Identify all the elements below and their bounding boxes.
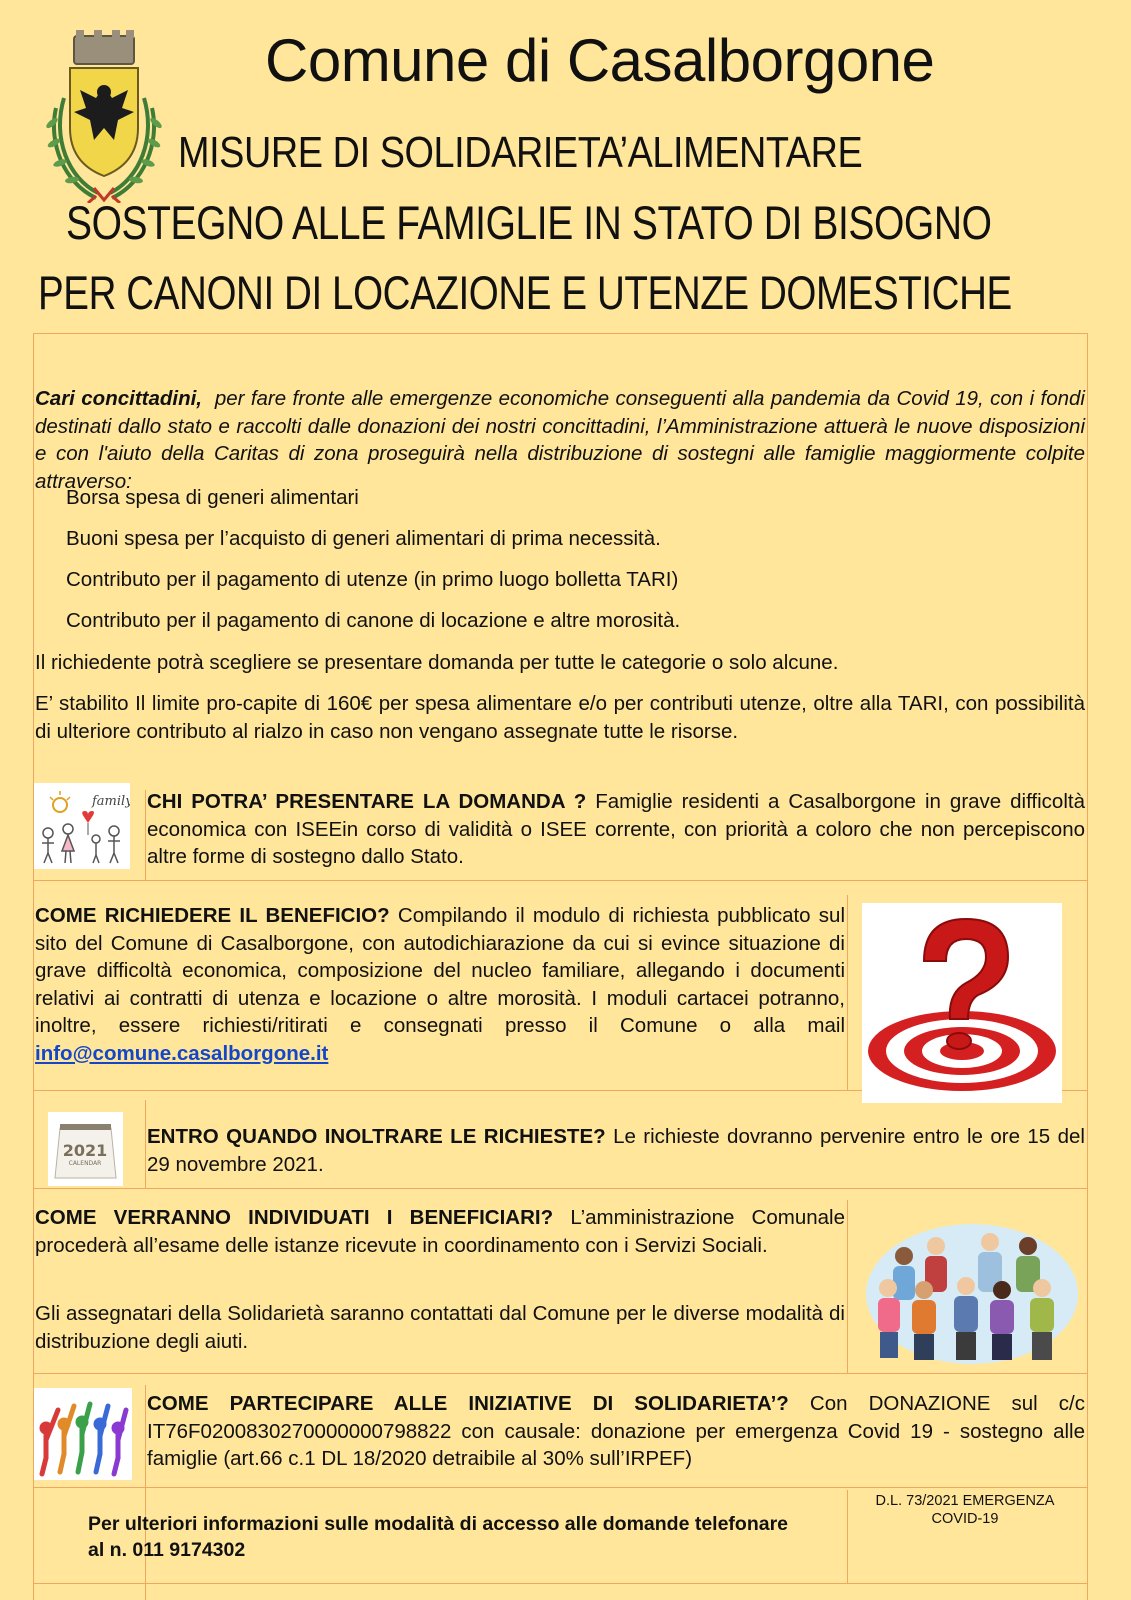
intro-paragraph <box>35 385 1085 495</box>
grid-line <box>145 1100 146 1188</box>
section-selection-heading: COME VERRANNO INDIVIDUATI I BENEFICIARI? <box>35 1206 554 1229</box>
footer-decree: D.L. 73/2021 EMERGENZA COVID-19 <box>875 1493 1055 1527</box>
list-item: Contributo per il pagamento di canone di locazione e altre morosità. <box>66 609 681 632</box>
section-when-text: Le richieste dovranno pervenire entro le ore 15 del 29 novembre 2021. <box>147 1125 1085 1176</box>
limit-note: E’ stabilito Il limite pro-capite di 160€ per spesa alimentare e/o per contributi utenze, oltre alla TARI, con possibilità di ulteriore contributo al rialzo in caso non vengano assegnate tutte le risorse. <box>35 692 1085 743</box>
section-how-heading: COME RICHIEDERE IL BENEFICIO? <box>35 904 390 927</box>
list-item: Buoni spesa per l’acquisto di generi alimentari di prima necessità. <box>66 527 661 550</box>
footer-info: Per ulteriori informazioni sulle modalità di accesso alle domande telefonare al n. 011 9174302 <box>88 1513 789 1561</box>
headline-line-1: MISURE DI SOLIDARIETA’ALIMENTARE <box>178 128 863 177</box>
question-target-image <box>862 903 1062 1103</box>
section-selection <box>35 1204 845 1259</box>
grid-line <box>847 1490 848 1583</box>
people-group-image <box>860 1216 1088 1366</box>
intro-greeting: Cari concittadini, <box>35 387 203 410</box>
coat-of-arms <box>34 28 174 203</box>
grid-line <box>33 1373 1088 1374</box>
list-item: Contributo per il pagamento di utenze (in primo luogo bolletta TARI) <box>66 568 679 591</box>
section-donate-heading: COME PARTECIPARE ALLE INIZIATIVE DI SOLIDARIETA’? <box>147 1392 789 1415</box>
section-donate-text: Con DONAZIONE sul c/c IT76F0200830270000000798822 con causale: donazione per emergenza Covid 19 - sostegno alle famiglie (art.66 c.1 DL 18/2020 detraibile al 30% sull’IRPEF) <box>147 1392 1085 1470</box>
grid-line <box>145 790 146 880</box>
intro-body: per fare fronte alle emergenze economiche conseguenti alla pandemia da Covid 19, con i fondi destinati dallo stato e raccolti dalle donazioni dei nostri concittadini, l’Amministrazione attuerà le nuove disposizioni e con l'aiuto della Caritas di zona proseguirà nella distribuzione di sostegni alle famiglie maggiormente colpite attraverso: <box>35 387 1085 493</box>
headline-line-2: SOSTEGNO ALLE FAMIGLIE IN STATO DI BISOGNO <box>66 196 992 249</box>
grid-line <box>33 333 1088 334</box>
email-link[interactable]: info@comune.casalborgone.it <box>35 1041 329 1065</box>
list-item: Borsa spesa di generi alimentari <box>66 486 359 509</box>
section-when-heading: ENTRO QUANDO INOLTRARE LE RICHIESTE? <box>147 1125 606 1148</box>
grid-line <box>33 1487 1088 1488</box>
section-selection-text-2: Gli assegnatari della Solidarietà saranno contattati dal Comune per le diverse modalità di distribuzione degli aiuti. <box>35 1302 845 1353</box>
solidarity-chain-image <box>34 1388 132 1480</box>
calendar-image <box>48 1112 123 1186</box>
grid-line <box>847 1200 848 1373</box>
grid-line <box>1087 333 1088 1600</box>
section-how-text: Compilando il modulo di richiesta pubblicato sul sito del Comune di Casalborgone, con autodichiarazione da cui si evince situazione di grave difficoltà economica, composizione del nucleo familiare, allegando i documenti relativi ai contratti di utenza e locazione o altre morosità. I moduli cartacei potranno, inoltre, essere richiesti/ritirati e consegnati presso il Comune o alla mail <box>35 904 846 1037</box>
section-who <box>147 788 1085 871</box>
choice-note: Il richiedente potrà scegliere se presentare domanda per tutte le categorie o solo alcune. <box>35 651 839 674</box>
section-donate <box>147 1390 1085 1473</box>
grid-line <box>33 1583 1088 1584</box>
headline-line-3: PER CANONI DI LOCAZIONE E UTENZE DOMESTICHE <box>38 266 1012 319</box>
section-when <box>147 1123 1085 1178</box>
grid-line <box>33 1188 1088 1189</box>
family-caption: family <box>92 794 130 809</box>
section-how <box>35 902 845 1067</box>
section-who-text: Famiglie residenti a Casalborgone in grave difficoltà economica con ISEEin corso di validità o ISEE corrente, con priorità a coloro che non percepiscono altre forme di sostegno dallo Stato. <box>147 790 1085 868</box>
page-title: Comune di Casalborgone <box>265 27 935 94</box>
grid-line <box>33 880 1088 881</box>
section-selection-text: L’amministrazione Comunale procederà all’esame delle istanze ricevute in coordinamento con i Servizi Sociali. <box>35 1206 845 1257</box>
grid-line <box>145 1385 146 1600</box>
calendar-label: CALENDAR <box>68 1160 102 1167</box>
grid-line <box>847 895 848 1090</box>
calendar-year: 2021 <box>62 1141 108 1160</box>
family-drawing-image <box>34 783 130 869</box>
section-who-heading: CHI POTRA’ PRESENTARE LA DOMANDA ? <box>147 790 587 813</box>
